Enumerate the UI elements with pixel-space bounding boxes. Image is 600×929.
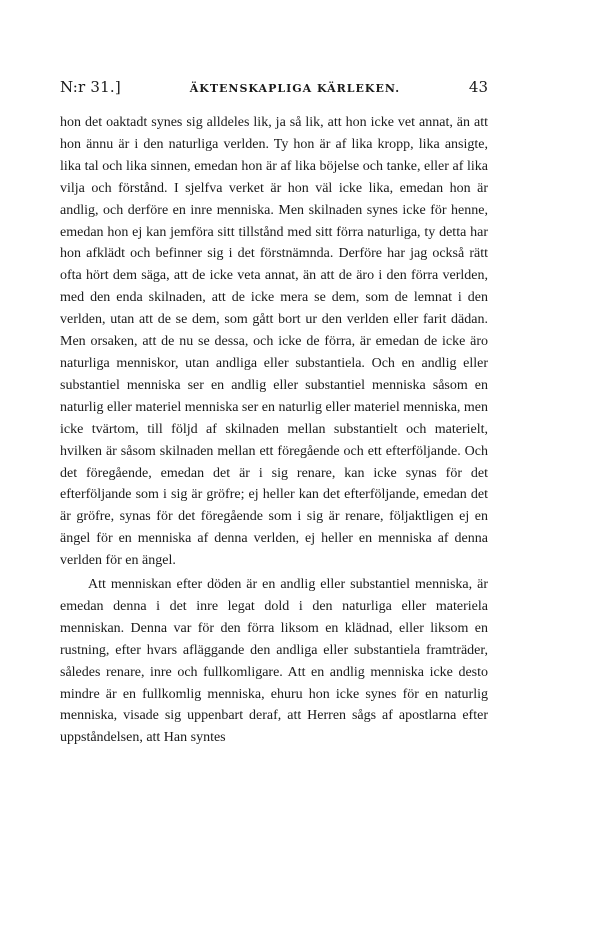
page [60, 78, 488, 749]
body-text [60, 112, 488, 749]
page-number: 43 [468, 78, 488, 96]
issue-number: N:r 31.] [60, 78, 121, 96]
paragraph-2: Att menniskan efter döden är en andlig eller substantiel menniska, är emedan denna i det inre legat dold i den naturliga eller materiela menniskan. Denna var för den förra liksom en klädnad, eller liksom en rustning, efter hvars afläggande den andliga eller substantiela framträder, således renare, inre och fullkomligare. Att en andlig menniska icke desto mindre är en fullkomlig menniska, ehuru hon icke synes för en naturlig menniska, visade sig uppenbart deraf, att Herren sågs af apostlarna efter uppståndelsen, att Han syntes [60, 577, 488, 746]
paragraph-1: hon det oaktadt synes sig alldeles lik, ja så lik, att hon icke vet annat, än att hon ännu är i den naturliga verlden. Ty hon är af lika kropp, lika ansigte, lika tal och lika sinnen, emedan hon är af lika böjelse och tanke, eller af lika vilja och förstånd. I sjelfva verket är hon väl icke lika, emedan hon är andlig, och derföre en inre menniska. Men skilnaden synes icke för henne, emedan hon ej kan jemföra sitt tillstånd med sitt förra naturliga, ty detta har hon afklädt och befinner sig i det förstnämnda. Derföre har jag också rätt ofta hört dem säga, att de icke veta annat, än att de äro i den förra verlden, med den enda skilnaden, att de icke mera se dem, som de lemnat i den verlden, utan att de se dem, som gått bort ur den verlden eller farit dädan. Men orsaken, att de nu se dessa, och icke de förra, är emedan de icke äro naturliga menniskor, utan andliga eller substantiela. Och en andlig eller substantiel menniska ser en andlig eller substantiel menniska såsom en naturlig eller materiel menniska ser en naturlig eller materiel menniska, men icke tvärtom, till följd af skilnaden mellan substantielt och materielt, hvilken är såsom skilnaden mellan ett föregående och ett efterföljande. Och det föregående, emedan det är i sig renare, kan icke synas för det efterföljande som i sig är gröfre; ej heller kan det efterföljande, emedan det är gröfre, synas för det föregående som i sig är renare, följaktligen ej en ängel för en menniska af denna verlden, ej heller en menniska af denna verlden för en ängel. [60, 115, 489, 569]
running-title: ÄKTENSKAPLIGA KÄRLEKEN. [189, 82, 401, 95]
running-header [60, 78, 488, 102]
